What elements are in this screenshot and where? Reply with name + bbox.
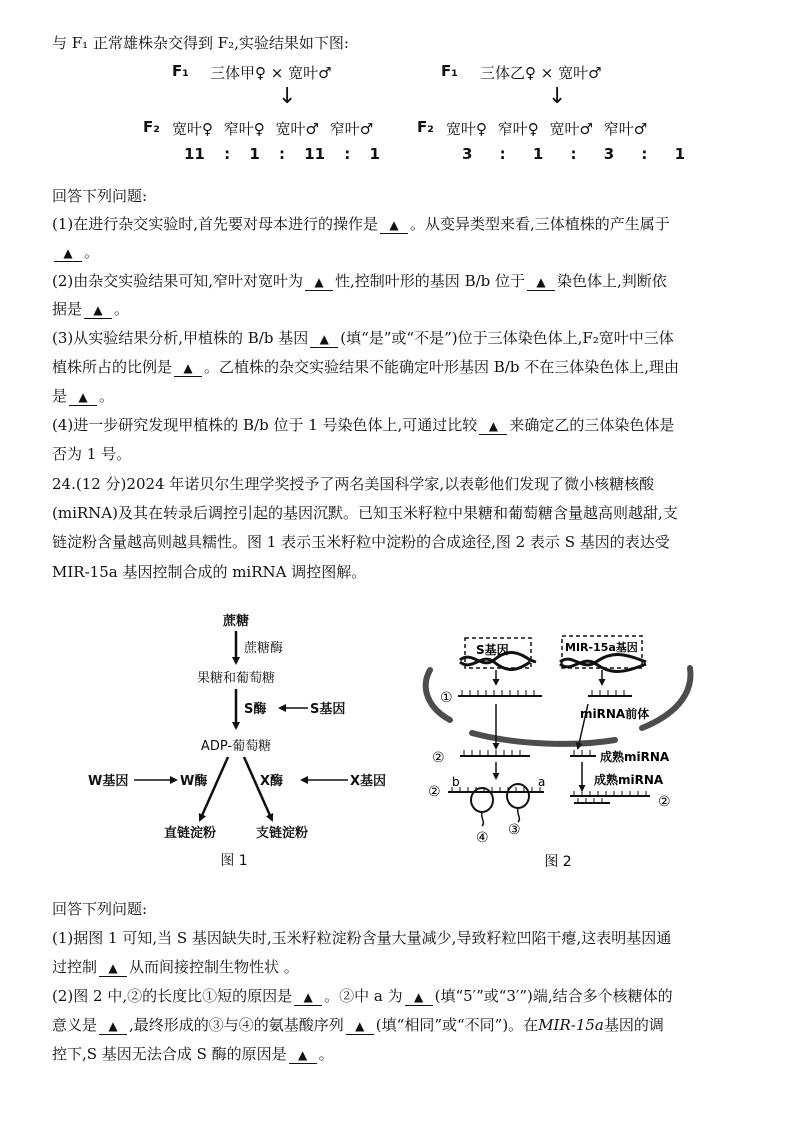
answer-blank[interactable]: ▲ <box>99 1019 127 1035</box>
cross2-arrow: ↓ <box>548 84 567 109</box>
fig2-label-2b: ② <box>428 784 441 800</box>
fig2-mature-label-1: 成熟miRNA <box>600 750 670 764</box>
q24-2-text-c: (填“5′”或“3′”)端,结合多个核糖体的 <box>434 987 673 1005</box>
q24-stem-line1: 24.(12 分)2024 年诺贝尔生理学奖授予了两名美国科学家,以表彰他们发现了微小核糖核酸 <box>52 475 655 493</box>
answer-blank[interactable]: ▲ <box>405 990 433 1006</box>
q24-2-text-f: (填“相同”或“不同”)。在 <box>375 1016 539 1034</box>
q24-2-text-g: 基因的调 <box>603 1016 664 1034</box>
fig1-adp-glucose: ADP-葡萄糖 <box>200 739 272 754</box>
cross2-gen-f2: F₂ <box>417 118 434 136</box>
fig1-amylose: 直链淀粉 <box>163 826 217 841</box>
q4-line2: 否为 1 号。 <box>52 445 132 463</box>
q24-2-text-b: 。②中 a 为 <box>324 987 403 1005</box>
cross2-ratio: 3 : 1 : 3 : 1 <box>462 145 686 163</box>
section2-heading: 回答下列问题: <box>52 900 148 918</box>
q3-line2 <box>52 356 679 378</box>
answer-blank[interactable]: ▲ <box>289 1048 317 1064</box>
answer-blank[interactable]: ▲ <box>174 361 202 377</box>
q1-text-a: (1)在进行杂交实验时,首先要对母本进行的操作是 <box>52 215 379 233</box>
q2-text-e: 。 <box>114 300 130 318</box>
q3-line3 <box>52 385 114 407</box>
cross1-gen-f1: F₁ <box>172 62 189 80</box>
figure-2-mirna-regulation <box>410 628 710 873</box>
q2-text-c: 染色体上,判断依 <box>557 272 667 290</box>
q2-text-a: (2)由杂交实验结果可知,窄叶对宽叶为 <box>52 272 304 290</box>
q24-stem-line4: MIR-15a 基因控制合成的 miRNA 调控图解。 <box>52 563 367 581</box>
answer-blank[interactable]: ▲ <box>346 1019 374 1035</box>
q24-2-text-e: ,最终形成的③与④的氨基酸序列 <box>129 1016 344 1034</box>
q24-2-line2 <box>52 1014 664 1036</box>
fig2-membrane-bottom <box>472 733 615 744</box>
fig2-peptide-left <box>482 812 484 826</box>
fig1-amylopectin: 支链淀粉 <box>255 826 309 841</box>
q3-text-d: 。乙植株的杂交实验结果不能确定叶形基因 B/b 不在三体染色体上,理由 <box>204 358 680 376</box>
fig2-label-1: ① <box>440 690 453 706</box>
fig1-s-gene: S基因 <box>310 702 346 717</box>
q4-text-a: (4)进一步研究发现甲植株的 B/b 位于 1 号染色体上,可通过比较 <box>52 416 478 434</box>
q24-1-text-b: 从而间接控制生物性状 。 <box>129 958 299 976</box>
fig2-label-2c: ② <box>658 794 671 810</box>
cross2-parents: 三体乙♀ × 宽叶♂ <box>480 64 602 82</box>
q24-1-text-a: 过控制 <box>52 958 98 976</box>
q24-2-line1 <box>52 985 673 1007</box>
answer-blank[interactable]: ▲ <box>69 390 97 406</box>
cross1-phenotypes: 宽叶♀ 窄叶♀ 宽叶♂ 窄叶♂ <box>172 120 374 138</box>
fig2-label-4: ④ <box>476 830 489 846</box>
fig2-membrane-right <box>642 668 690 728</box>
q24-1-line2 <box>52 956 299 978</box>
answer-blank[interactable]: ▲ <box>527 275 555 291</box>
answer-blank[interactable]: ▲ <box>305 275 333 291</box>
fig1-sucrose: 蔗糖 <box>222 614 250 629</box>
q3-text-e: 是 <box>52 387 68 405</box>
q24-2-text-h: 控下,S 基因无法合成 S 酶的原因是 <box>52 1045 287 1063</box>
fig1-w-enzyme: W酶 <box>180 774 208 789</box>
q24-2-text-i: 。 <box>318 1045 334 1063</box>
answer-blank[interactable]: ▲ <box>479 419 507 435</box>
fig1-sucrase: 蔗糖酶 <box>244 641 284 656</box>
q1-line2 <box>52 241 99 263</box>
fig2-caption: 图 2 <box>544 854 572 870</box>
q2-line1 <box>52 270 667 292</box>
fig2-end-b: b <box>452 775 460 789</box>
cross1-ratio: 11 : 1 : 11 : 1 <box>184 145 380 163</box>
answer-blank[interactable]: ▲ <box>54 246 82 262</box>
fig1-w-gene: W基因 <box>88 774 129 789</box>
fig2-mir-gene-helix2 <box>560 661 646 671</box>
fig2-s-gene-label: S基因 <box>476 643 509 657</box>
fig2-end-a: a <box>538 775 546 789</box>
q4-line1 <box>52 414 674 436</box>
cross1-gen-f2: F₂ <box>143 118 160 136</box>
answer-blank[interactable]: ▲ <box>294 990 322 1006</box>
q3-text-f: 。 <box>99 387 115 405</box>
fig2-label-3: ③ <box>508 822 521 838</box>
cross2-gen-f1: F₁ <box>441 62 458 80</box>
cross1-arrow: ↓ <box>278 84 297 109</box>
fig1-caption: 图 1 <box>220 853 248 869</box>
q1-line1 <box>52 213 670 235</box>
q3-line1 <box>52 327 674 349</box>
q3-text-c: 植株所占的比例是 <box>52 358 173 376</box>
answer-blank[interactable]: ▲ <box>380 218 408 234</box>
fig2-mature-label-2: 成熟miRNA <box>594 773 664 787</box>
q24-2-line3 <box>52 1043 334 1065</box>
q24-stem-line2: (miRNA)及其在转录后调控引起的基因沉默。已知玉米籽粒中果糖和葡萄糖含量越高则越甜,支 <box>52 504 678 522</box>
q24-2-gene-name: MIR-15a <box>538 1016 604 1034</box>
q24-1-line1: (1)据图 1 可知,当 S 基因缺失时,玉米籽粒淀粉含量大量减少,导致籽粒凹陷干瘪,这表明基因通 <box>52 929 672 947</box>
answer-blank[interactable]: ▲ <box>310 332 338 348</box>
q3-text-b: (填“是”或“不是”)位于三体染色体上,F₂宽叶中三体 <box>340 329 674 347</box>
q2-text-d: 据是 <box>52 300 83 318</box>
fig1-x-gene: X基因 <box>350 774 387 789</box>
q2-text-b: 性,控制叶形的基因 B/b 位于 <box>335 272 526 290</box>
q1-text-b: 。从变异类型来看,三体植株的产生属于 <box>410 215 670 233</box>
q24-stem-line3: 链淀粉含量越高则越具糯性。图 1 表示玉米籽粒中淀粉的合成途径,图 2 表示 S 基因的表达受 <box>52 533 670 551</box>
q2-line2 <box>52 298 129 320</box>
q3-text-a: (3)从实验结果分析,甲植株的 B/b 基因 <box>52 329 309 347</box>
fig2-peptide-right <box>518 808 520 822</box>
answer-blank[interactable]: ▲ <box>99 961 127 977</box>
cross1-parents: 三体甲♀ × 宽叶♂ <box>210 64 332 82</box>
fig2-mir-gene-label: MIR-15a基因 <box>565 641 638 654</box>
q1-text-c: 。 <box>84 243 100 261</box>
fig1-x-enzyme: X酶 <box>260 774 284 789</box>
figure-1-starch-pathway <box>88 605 390 870</box>
fig2-ribosome-right <box>507 784 529 808</box>
fig2-label-2a: ② <box>432 750 445 766</box>
section1-heading: 回答下列问题: <box>52 187 148 205</box>
fig2-pre-mirna-label: miRNA前体 <box>580 707 650 721</box>
intro-text: 与 F₁ 正常雄株杂交得到 F₂,实验结果如下图: <box>52 34 349 52</box>
q24-2-text-a: (2)图 2 中,②的长度比①短的原因是 <box>52 987 293 1005</box>
answer-blank[interactable]: ▲ <box>84 303 112 319</box>
fig2-mir-gene-helix <box>560 655 646 665</box>
q24-2-text-d: 意义是 <box>52 1016 98 1034</box>
fig1-s-enzyme: S酶 <box>244 702 267 717</box>
fig1-fructose-glucose: 果糖和葡萄糖 <box>196 671 276 686</box>
cross2-phenotypes: 宽叶♀ 窄叶♀ 宽叶♂ 窄叶♂ <box>446 120 648 138</box>
q4-text-b: 来确定乙的三体染色体是 <box>509 416 675 434</box>
